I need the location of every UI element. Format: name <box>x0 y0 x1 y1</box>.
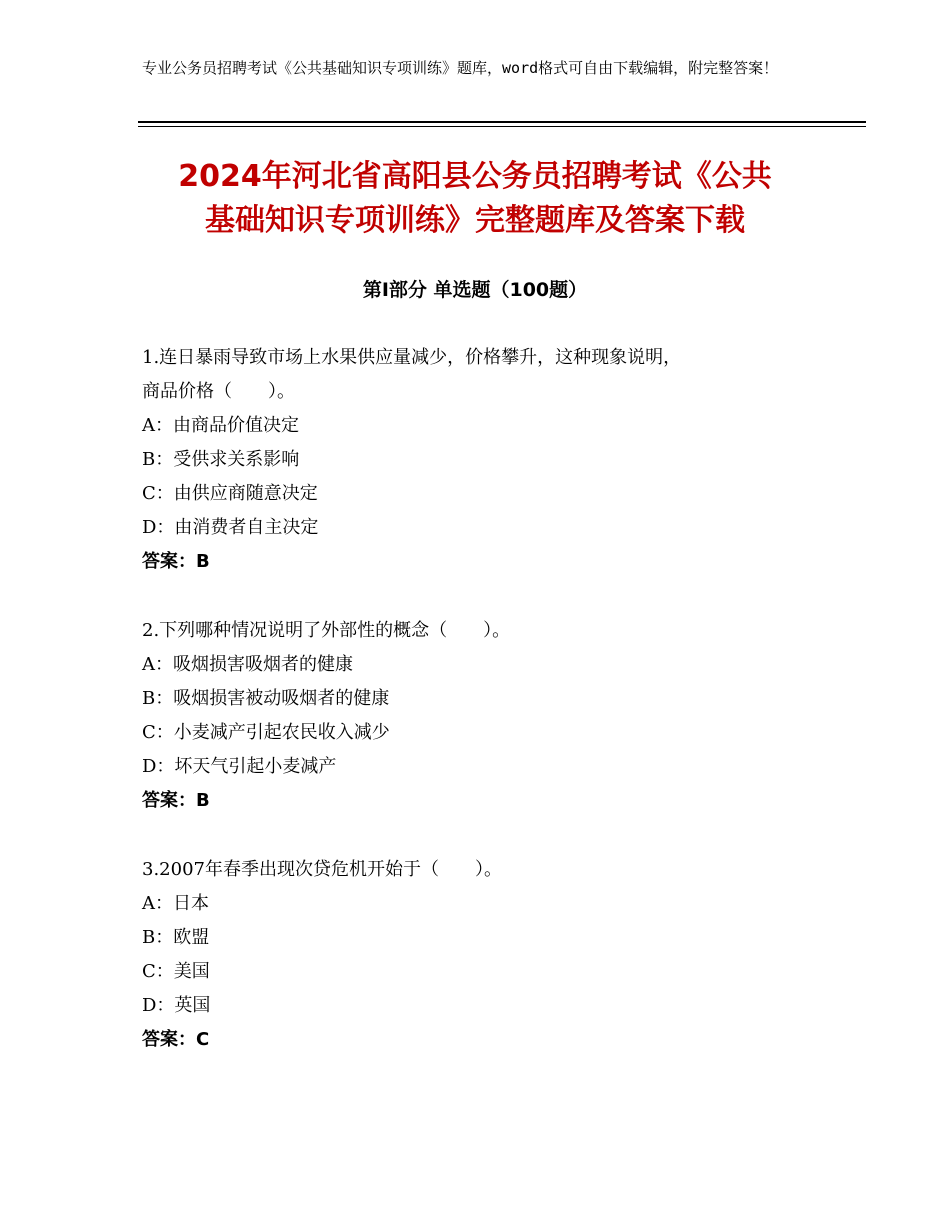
option-d: D：英国 <box>142 995 211 1016</box>
section-heading: 第Ⅰ部分 单选题（100题） <box>362 279 588 301</box>
question-stem: 2.下列哪种情况说明了外部性的概念（ ）。 <box>142 620 511 641</box>
option-a: A：吸烟损害吸烟者的健康 <box>142 654 353 675</box>
question-stem: 1.连日暴雨导致市场上水果供应量减少，价格攀升，这种现象说明， <box>142 347 682 368</box>
option-d: D：由消费者自主决定 <box>142 517 319 538</box>
answer: 答案：B <box>142 790 210 811</box>
title-line-1: 2024年河北省高阳县公务员招聘考试《公共 <box>178 159 772 194</box>
question-stem: 3.2007年春季出现次贷危机开始于（ ）。 <box>142 859 502 880</box>
page-title <box>100 155 850 243</box>
option-d: D：坏天气引起小麦减产 <box>142 756 337 777</box>
option-a: A：由商品价值决定 <box>142 415 299 436</box>
answer: 答案：C <box>142 1029 210 1050</box>
option-b: B：受供求关系影响 <box>142 449 300 470</box>
title-line-2: 基础知识专项训练》完整题库及答案下载 <box>205 203 745 238</box>
header-rule-thick <box>138 121 866 123</box>
question-1 <box>142 341 822 579</box>
option-c: C：由供应商随意决定 <box>142 483 318 504</box>
question-2 <box>142 614 822 818</box>
question-3 <box>142 853 822 1057</box>
header-rule-thin <box>138 126 866 127</box>
option-b: B：欧盟 <box>142 927 210 948</box>
option-c: C：小麦减产引起农民收入减少 <box>142 722 390 743</box>
option-c: C：美国 <box>142 961 210 982</box>
header-note: 专业公务员招聘考试《公共基础知识专项训练》题库，word格式可自由下载编辑，附完整答案！ <box>142 59 779 77</box>
option-b: B：吸烟损害被动吸烟者的健康 <box>142 688 390 709</box>
question-stem-continued: 商品价格（ ）。 <box>142 381 295 402</box>
option-a: A：日本 <box>142 893 209 914</box>
answer: 答案：B <box>142 551 210 572</box>
